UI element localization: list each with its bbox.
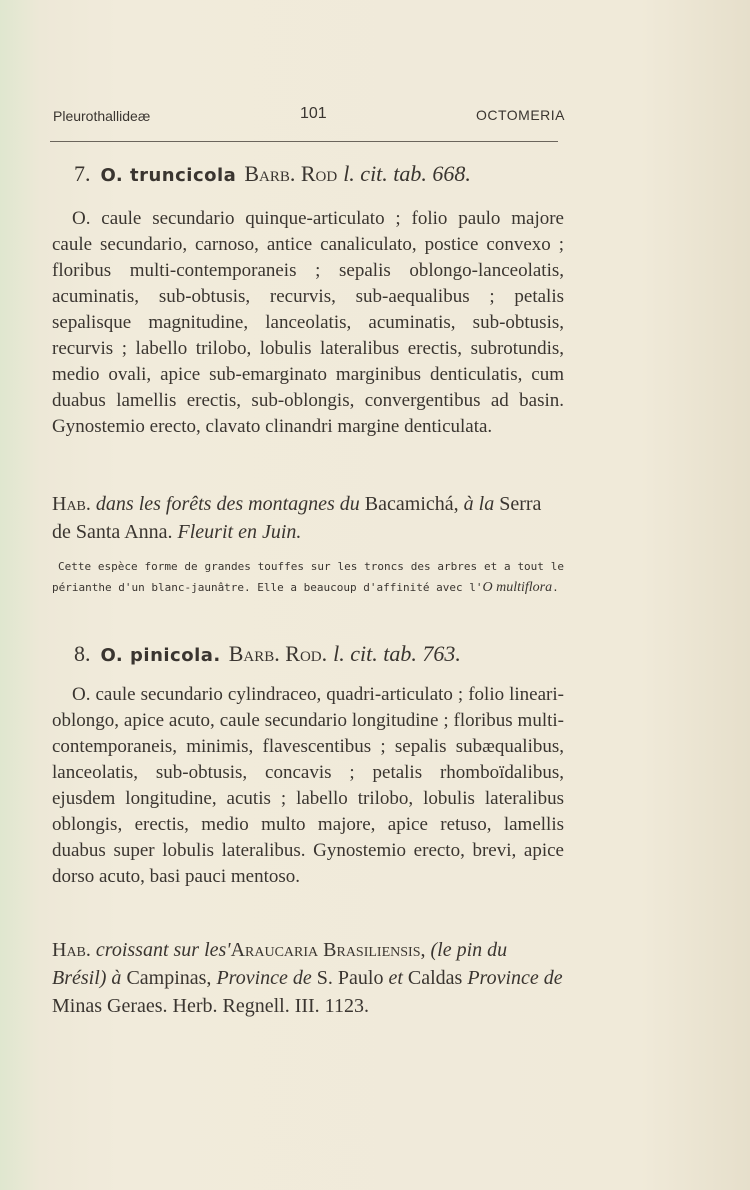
species-author: Barb. Rod <box>244 161 338 186</box>
species-reference: l. cit. tab. 668. <box>343 161 471 186</box>
habitat-part: Province de <box>216 967 312 989</box>
habitat-text <box>52 490 564 546</box>
habitat-text <box>52 936 564 1020</box>
habitat-place: S. Paulo <box>316 967 384 989</box>
habitat-part: à la <box>463 493 495 515</box>
header-rule <box>50 141 558 142</box>
habitat-place: Serra de Santa Anna. <box>52 493 542 543</box>
species-reference: l. cit. tab. 763. <box>333 641 461 666</box>
species-entry-7 <box>52 160 564 190</box>
habitat-part: Province de <box>467 967 563 989</box>
note-7 <box>52 556 564 598</box>
species-heading <box>52 160 564 190</box>
note-text: Cette espèce forme de grandes touffes sur les troncs des arbres et a tout le périanthe d'un blanc-jaunâtre. Elle a beaucoup d'affinité avec l' <box>52 560 564 594</box>
page-number: 101 <box>300 105 327 122</box>
species-note <box>52 556 564 598</box>
species-number: 8. <box>74 641 91 666</box>
habitat-place: Araucaria Brasiliensis, <box>230 939 426 961</box>
running-head <box>53 105 565 127</box>
habitat-8 <box>52 936 564 1020</box>
habitat-part: croissant sur les' <box>95 939 231 961</box>
species-number: 7. <box>74 161 91 186</box>
habitat-place: Minas Geraes. Herb. Regnell. III. 1123. <box>52 995 369 1017</box>
species-description-7 <box>52 206 564 440</box>
species-author: Barb. Rod. <box>228 641 328 666</box>
species-name: O. pinicola. <box>100 645 221 666</box>
habitat-7 <box>52 490 564 546</box>
flowering-time: Fleurit en Juin. <box>177 521 302 543</box>
latin-description: O. caule secundario quinque-articulato ; folio paulo majore caule secundario, carnoso, antice canaliculato, postice convexo ; floribus multi-contemporaneis ; sepalis oblongo-lanceolatis, acuminatis, sub-obtusis, recurvis, sub-aequalibus ; petalis sepalisque magnitudine, lanceolatis, acuminatis, sub-obtusis, recurvis ; labello trilobo, lobulis lateralibus erectis, subrotundis, medio ovali, apice sub-emarginato marginibus denticulatis, cum duabus lamellis erectis, sub-oblongis, convergentibus ad basin. Gynostemio erecto, clavato clinandri margine denticulata. <box>52 208 564 437</box>
genus-title: OCTOMERIA <box>475 107 565 123</box>
habitat-label: Hab. <box>52 493 91 515</box>
note-end: . <box>552 581 559 594</box>
species-heading <box>52 640 564 670</box>
section-title: Pleurothallideæ <box>53 108 151 124</box>
habitat-place: Bacamichá, <box>364 493 459 515</box>
habitat-place: Caldas <box>407 967 463 989</box>
note-species: O multiflora <box>482 580 553 595</box>
species-name: O. truncicola <box>100 165 237 186</box>
habitat-label: Hab. <box>52 939 91 961</box>
latin-description: O. caule secundario cylindraceo, quadri-articulato ; folio lineari-oblongo, apice acuto, caule secundario longitudine ; floribus multi-contemporaneis, minimis, flavescentibus ; sepalis subæqualibus, lanceolatis, sub-obtusis, concavis ; petalis rhomboïdalibus, ejusdem longitudine, acutis ; labello trilobo, lobulis lateralibus oblongis, erectis, medio multo majore, apice retuso, lamellis duabus super lobulis lateralibus. Gynostemio erecto, brevi, apice dorso acuto, basi pauci mentoso. <box>52 684 564 887</box>
habitat-part: et <box>388 967 403 989</box>
habitat-place: Campinas, <box>126 967 212 989</box>
habitat-part: dans les forêts des montagnes du <box>95 493 360 515</box>
habitat-part: (le pin du Brésil) à <box>52 939 508 989</box>
species-entry-8 <box>52 640 564 670</box>
species-description-8 <box>52 682 564 890</box>
